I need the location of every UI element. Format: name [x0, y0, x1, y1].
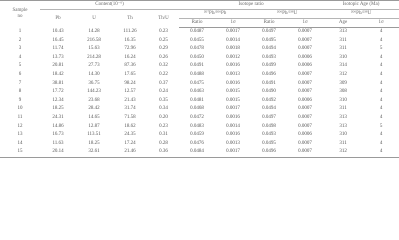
cell-ratio2-sigma: 0.0007: [298, 80, 312, 86]
table-header: [0, 1, 399, 28]
header-age-206-238: ²⁰⁶Pb/²³⁸U: [323, 10, 399, 19]
table-body: [0, 28, 399, 158]
cell-sample: 13: [17, 132, 23, 138]
cell-pb: 11.74: [52, 46, 64, 52]
cell-th-u: 0.25: [159, 37, 168, 43]
cell-th-u: 0.28: [159, 140, 168, 146]
cell-ratio1-sigma: 0.0015: [226, 89, 240, 95]
cell-sample: 9: [18, 97, 22, 103]
cell-sample: 2: [18, 37, 22, 43]
cell-age-sigma: 4: [379, 132, 383, 138]
cell-age-sigma: 5: [379, 123, 383, 129]
cell-ratio1-value: 0.0487: [190, 29, 204, 34]
cell-u: 32.61: [76, 148, 112, 157]
cell-ratio2-value: 0.0496: [251, 148, 287, 157]
table-row: [0, 62, 399, 71]
cell-ratio2-value: 0.0499: [262, 63, 276, 69]
cell-pb: 16.45: [52, 37, 64, 43]
cell-age-value: 313: [339, 123, 347, 129]
cell-ratio2-value: 0.0490: [262, 89, 276, 95]
cell-ratio2-sigma: 0.0007: [298, 106, 312, 112]
cell-sample: 5: [18, 63, 22, 69]
header-age-value: Age: [323, 19, 363, 28]
cell-u: 14.30: [88, 71, 100, 77]
cell-age-value: 313: [339, 29, 347, 34]
cell-ratio2-sigma: 0.0006: [298, 132, 312, 138]
cell-ratio2-sigma: 0.0007: [298, 29, 312, 34]
cell-age-sigma: 4: [379, 37, 383, 43]
cell-ratio2-value: 0.0497: [262, 114, 276, 120]
cell-ratio1-sigma: 0.0013: [226, 140, 240, 146]
cell-u: 216.58: [87, 37, 101, 43]
cell-u: 36.75: [88, 80, 100, 86]
cell-age-sigma: 4: [363, 148, 399, 157]
cell-pb: 13.73: [52, 54, 64, 60]
cell-th-u: 0.24: [159, 89, 168, 95]
cell-pb: 24.31: [52, 114, 64, 120]
cell-th-u: 0.37: [159, 80, 168, 86]
cell-th: 12.57: [124, 89, 136, 95]
header-ratio-206-238: ²⁰⁶Pb/²³⁸U: [251, 10, 323, 19]
cell-ratio1-sigma: 0.0017: [215, 148, 251, 157]
cell-th: 21.43: [124, 97, 136, 103]
cell-th-u: 0.35: [159, 97, 168, 103]
cell-ratio1-sigma: 0.0016: [226, 132, 240, 138]
cell-ratio2-sigma: 0.0007: [298, 89, 312, 95]
cell-th: 72.96: [124, 46, 136, 52]
cell-age-sigma: 4: [379, 29, 383, 34]
cell-u: 28.42: [88, 106, 100, 112]
cell-ratio2-value: 0.0494: [262, 106, 276, 112]
cell-age-value: 314: [339, 63, 347, 69]
cell-th: 71.58: [124, 114, 136, 120]
cell-age-value: 310: [339, 54, 347, 60]
cell-ratio2-value: 0.0495: [262, 140, 276, 146]
header-th-u: Th/U: [158, 15, 169, 21]
cell-sample: 6: [18, 71, 22, 77]
cell-age-sigma: 4: [379, 89, 383, 95]
cell-ratio1-sigma: 0.0016: [226, 80, 240, 86]
header-group-isotope: Isotope ratio: [179, 1, 323, 10]
cell-ratio1-value: 0.0475: [190, 80, 204, 86]
table-row: [0, 37, 399, 46]
cell-sample: 11: [17, 114, 23, 120]
cell-ratio2-sigma: 0.0006: [298, 54, 312, 60]
cell-age-value: 310: [339, 132, 347, 138]
cell-ratio2-value: 0.0494: [262, 46, 276, 52]
header-age-sigma: 1σ: [363, 19, 399, 28]
cell-th: 17.65: [124, 71, 136, 77]
cell-pb: 38.81: [52, 80, 64, 86]
cell-u: 14.65: [88, 114, 100, 120]
cell-th-u: 0.22: [159, 71, 168, 77]
cell-sample: 3: [18, 46, 22, 52]
cell-u: 15.63: [88, 46, 100, 52]
header-ratio1-value: Ratio: [179, 19, 215, 28]
cell-age-sigma: 5: [379, 46, 383, 52]
table-row: [0, 148, 399, 157]
cell-ratio2-value: 0.0492: [262, 97, 276, 103]
cell-ratio1-sigma: 0.0015: [226, 97, 240, 103]
cell-th-u: 0.20: [159, 114, 168, 120]
cell-th-u: 0.32: [159, 63, 168, 69]
cell-ratio1-value: 0.0450: [190, 54, 204, 60]
header-ratio2-sigma: 1σ: [287, 19, 323, 28]
cell-age-value: 313: [339, 114, 347, 120]
cell-ratio1-value: 0.0459: [190, 132, 204, 138]
cell-u: 27.73: [88, 63, 100, 69]
cell-u: 12.87: [88, 123, 100, 129]
table-row: [0, 97, 399, 106]
cell-th-u: 0.34: [159, 106, 168, 112]
table-row: [0, 80, 399, 89]
table-row: [0, 71, 399, 80]
cell-pb: 11.63: [52, 140, 64, 146]
cell-th: 98.24: [124, 80, 136, 86]
cell-age-value: 312: [339, 71, 347, 77]
cell-pb: 17.72: [52, 89, 64, 95]
cell-sample: 10: [17, 106, 23, 112]
cell-age-sigma: 4: [379, 80, 383, 86]
cell-u: 18.25: [88, 140, 100, 146]
cell-u: 144.23: [87, 89, 101, 95]
cell-ratio1-value: 0.0455: [190, 37, 204, 43]
cell-ratio1-sigma: 0.0016: [226, 114, 240, 120]
table-row: [0, 140, 399, 149]
header-group-age: Isotopic Age (Ma): [323, 1, 399, 10]
cell-th: 18.62: [124, 123, 136, 129]
cell-ratio2-value: 0.0495: [262, 37, 276, 43]
header-ratio-207-206: ²⁰⁷Pb/²⁰⁶Pb: [179, 10, 251, 19]
header-ratio1-sigma: 1σ: [215, 19, 251, 28]
header-sample-no: Sample no: [0, 1, 40, 28]
cell-ratio1-sigma: 0.0013: [226, 71, 240, 77]
cell-ratio2-value: 0.0493: [262, 132, 276, 138]
cell-age-value: 310: [339, 97, 347, 103]
cell-ratio2-sigma: 0.0006: [298, 63, 312, 69]
cell-th-u: 0.26: [159, 54, 168, 60]
cell-th-u: 0.31: [159, 132, 168, 138]
cell-th: 111.26: [123, 28, 137, 34]
cell-ratio2-value: 0.0498: [262, 123, 276, 129]
cell-sample: 7: [18, 80, 22, 86]
cell-ratio2-value: 0.0491: [262, 80, 276, 86]
cell-u: 113.51: [87, 132, 101, 138]
cell-age-sigma: 4: [379, 63, 383, 69]
cell-pb: 18.25: [52, 106, 64, 112]
cell-age-value: 311: [339, 106, 347, 112]
cell-sample: 4: [18, 54, 22, 60]
cell-th: 31.74: [124, 106, 136, 112]
cell-th-u: 0.23: [159, 123, 168, 129]
cell-ratio1-sigma: 0.0018: [226, 46, 240, 52]
cell-ratio2-sigma: 0.0007: [298, 37, 312, 43]
table-row: [0, 114, 399, 123]
cell-age-sigma: 4: [379, 54, 383, 60]
table-row: [0, 105, 399, 114]
cell-ratio2-sigma: 0.0006: [298, 97, 312, 103]
cell-ratio1-sigma: 0.0014: [226, 123, 240, 129]
cell-ratio2-value: 0.0493: [262, 54, 276, 60]
cell-sample: 12: [17, 123, 23, 129]
cell-pb: 14.86: [52, 123, 64, 129]
cell-age-value: 309: [339, 80, 347, 86]
cell-th-u: 0.23: [159, 28, 168, 34]
cell-sample: 14: [17, 140, 23, 146]
cell-pb: 20.81: [52, 63, 64, 69]
cell-th: 17.24: [124, 140, 136, 146]
cell-age-sigma: 4: [379, 97, 383, 103]
cell-ratio2-sigma: 0.0007: [298, 71, 312, 77]
cell-ratio2-value: 0.0497: [262, 29, 276, 34]
cell-th-u: 0.29: [159, 46, 168, 52]
table-row: [0, 123, 399, 132]
header-group-content: Content(10⁻⁶): [40, 1, 179, 10]
cell-ratio1-value: 0.0484: [179, 148, 215, 157]
cell-ratio2-value: 0.0496: [262, 71, 276, 77]
cell-ratio1-value: 0.0483: [190, 123, 204, 129]
table-row: [0, 28, 399, 37]
cell-th: 16.24: [124, 54, 136, 60]
cell-th: 21.46: [112, 148, 148, 157]
cell-ratio1-value: 0.0476: [190, 140, 204, 146]
header-u: U: [92, 15, 96, 21]
cell-u: 23.68: [88, 97, 100, 103]
table-row: [0, 54, 399, 63]
cell-ratio1-sigma: 0.0016: [226, 63, 240, 69]
header-ratio2-value: Ratio: [251, 19, 287, 28]
cell-ratio1-sigma: 0.0012: [226, 54, 240, 60]
cell-th: 87.36: [124, 63, 136, 69]
cell-age-value: 311: [339, 46, 347, 52]
cell-th: 16.35: [124, 37, 136, 43]
table-row: [0, 45, 399, 54]
cell-ratio2-sigma: 0.0007: [298, 123, 312, 129]
cell-age-value: 311: [339, 37, 347, 43]
cell-ratio1-value: 0.0488: [190, 71, 204, 77]
cell-ratio1-value: 0.0468: [190, 106, 204, 112]
cell-ratio1-value: 0.0491: [190, 63, 204, 69]
cell-ratio1-value: 0.0463: [190, 89, 204, 95]
cell-sample: 15: [0, 148, 40, 157]
table-row: [0, 88, 399, 97]
cell-pb: 20.14: [40, 148, 76, 157]
cell-age-sigma: 4: [379, 71, 383, 77]
table-row: [0, 131, 399, 140]
cell-age-sigma: 4: [379, 114, 383, 120]
cell-pb: 10.43: [52, 28, 64, 34]
cell-pb: 12.34: [52, 97, 64, 103]
cell-u: 14.28: [88, 28, 100, 34]
cell-pb: 16.73: [52, 132, 64, 138]
cell-ratio1-sigma: 0.0017: [226, 106, 240, 112]
cell-ratio1-sigma: 0.0014: [226, 37, 240, 43]
cell-th: 24.35: [124, 132, 136, 138]
cell-ratio2-sigma: 0.0007: [298, 114, 312, 120]
cell-age-value: 312: [323, 148, 363, 157]
cell-age-sigma: 4: [379, 106, 383, 112]
header-pb: Pb: [55, 15, 61, 21]
cell-age-sigma: 4: [379, 140, 383, 146]
header-th: Th: [127, 15, 133, 21]
cell-pb: 18.42: [52, 71, 64, 77]
cell-sample: 8: [18, 89, 22, 95]
cell-sample: 1: [18, 28, 22, 34]
cell-ratio2-sigma: 0.0007: [287, 148, 323, 157]
cell-ratio1-value: 0.0481: [190, 97, 204, 103]
cell-ratio2-sigma: 0.0007: [298, 46, 312, 52]
cell-ratio1-sigma: 0.0017: [226, 29, 240, 34]
cell-u: 214.28: [87, 54, 101, 60]
cell-ratio1-value: 0.0478: [190, 46, 204, 52]
cell-ratio2-sigma: 0.0007: [298, 140, 312, 146]
cell-th-u: 0.36: [148, 148, 179, 157]
cell-age-value: 311: [339, 140, 347, 146]
cell-ratio1-value: 0.0472: [190, 114, 204, 120]
cell-age-value: 308: [339, 89, 347, 95]
